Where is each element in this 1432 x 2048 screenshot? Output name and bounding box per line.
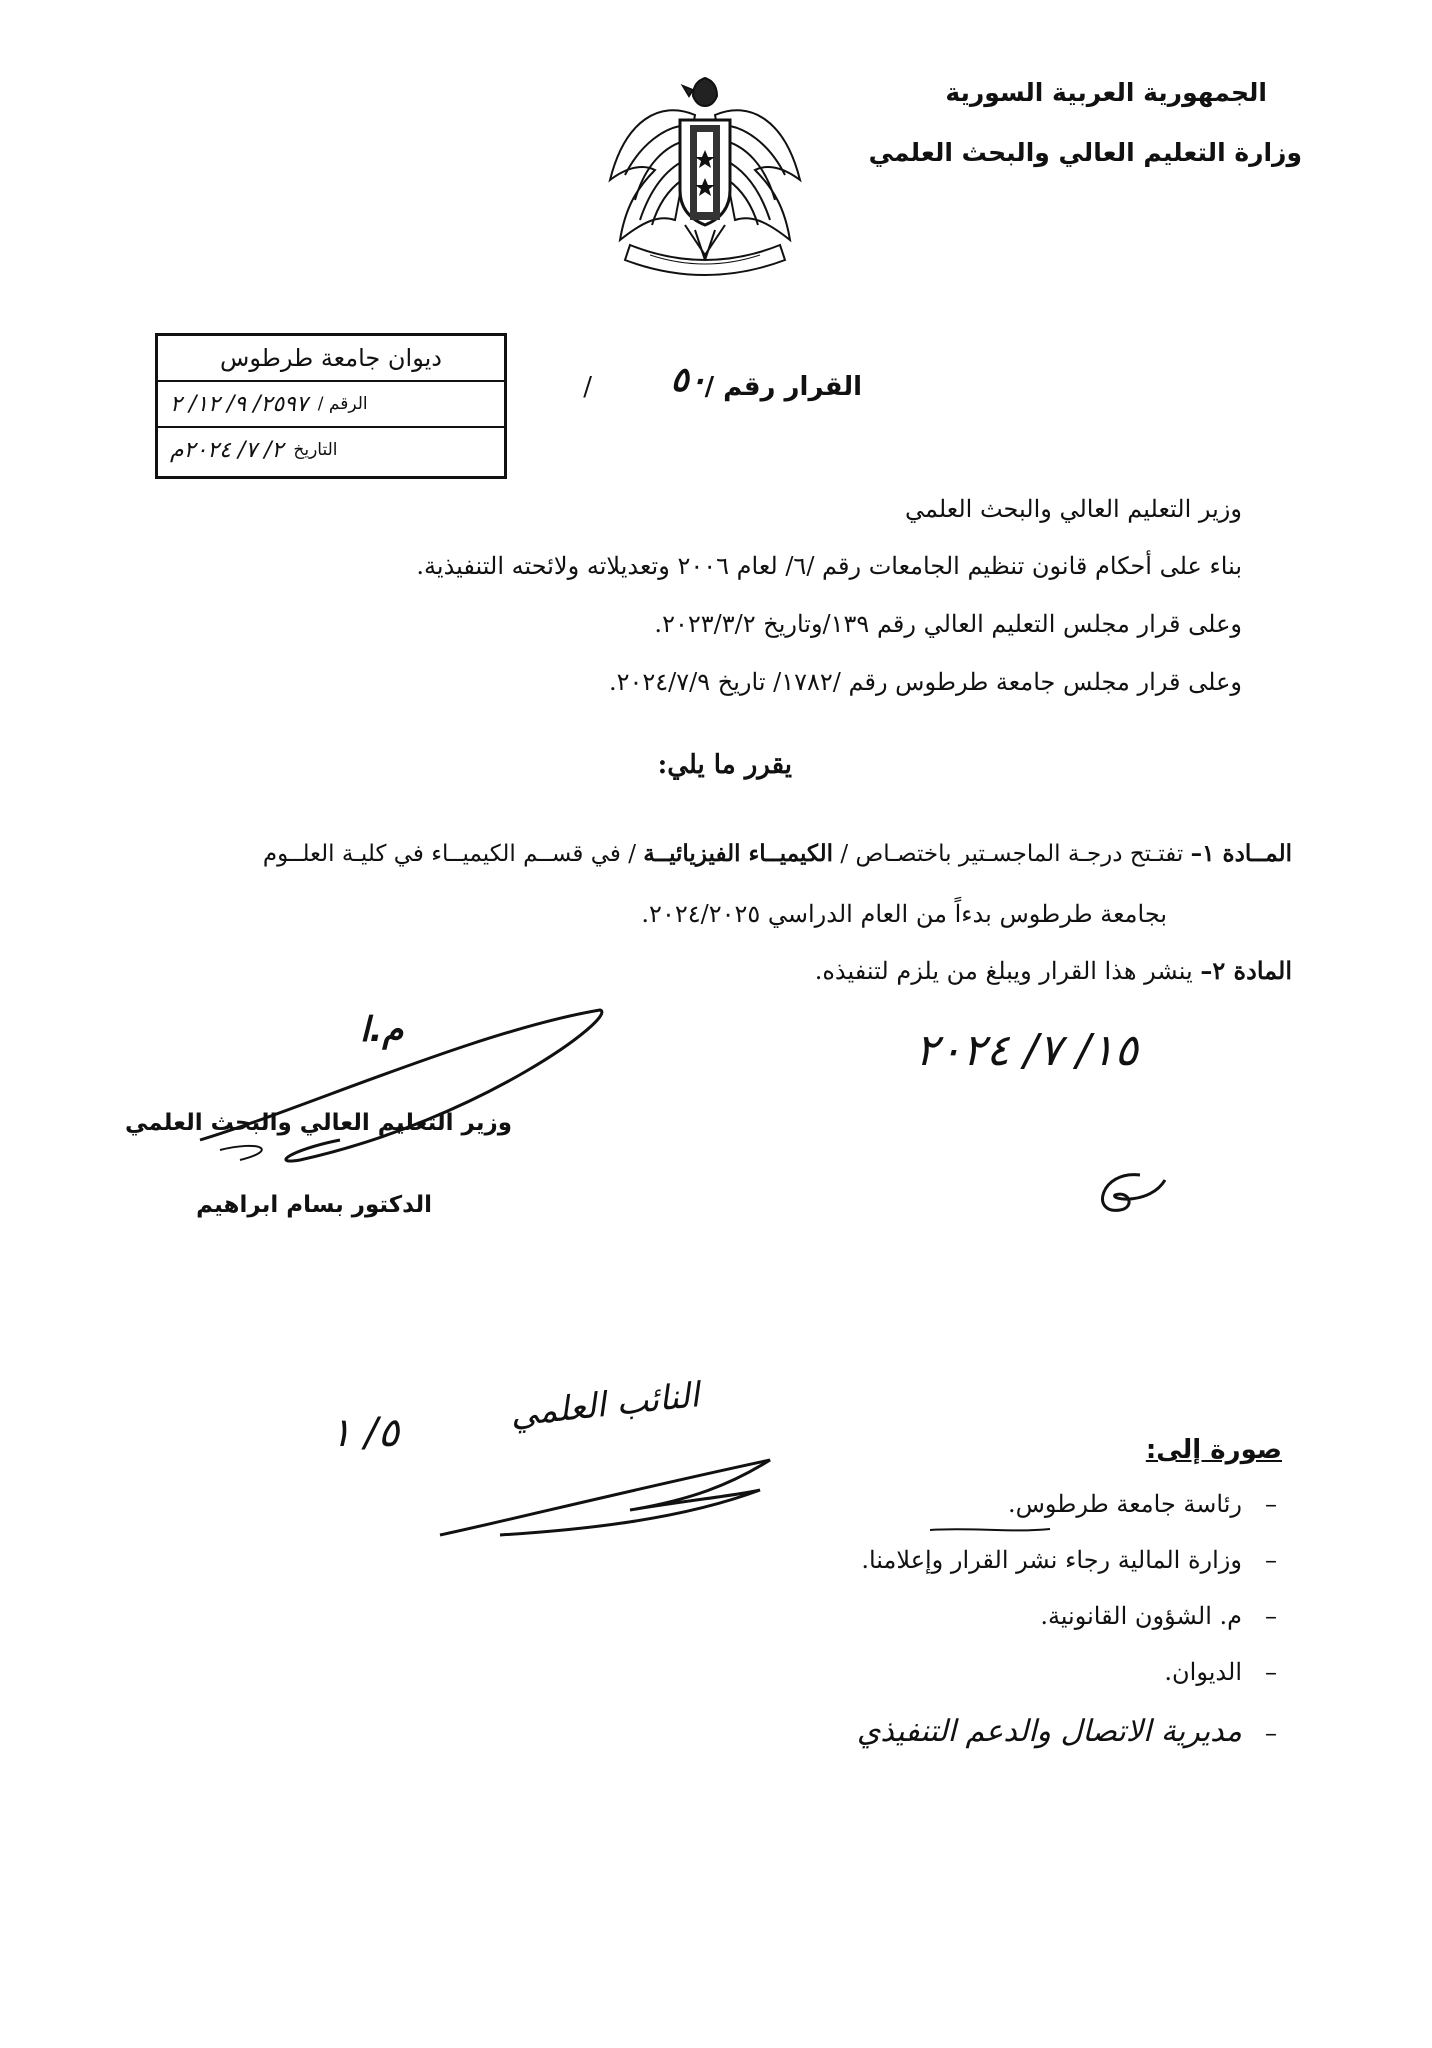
article-1-specialty: الكيميــاء الفيزيائيــة [643, 840, 834, 867]
annotation-deputy: النائب العلمي [508, 1375, 702, 1435]
preamble-line-1: بناء على أحكام قانون تنظيم الجامعات رقم /٦/ لعام ٢٠٠٦ وتعديلاته ولائحته التنفيذية. [416, 552, 1242, 580]
stamp-date-value: ٢/ ٧/ ٢٠٢٤م [170, 437, 284, 463]
cc-item: – الديوان. [1164, 1658, 1277, 1686]
cc-item-text: مديرية الاتصال والدعم التنفيذي [856, 1714, 1242, 1749]
stamp-date-label: التاريخ [293, 440, 338, 460]
stamp-date-row [158, 428, 504, 472]
stamp-number-label: الرقم / [317, 394, 368, 414]
cc-heading: صورة إلى: [1145, 1435, 1282, 1465]
cc-item: – رئاسة جامعة طرطوس. [1007, 1490, 1277, 1518]
cc-item: – م. الشؤون القانونية. [1040, 1602, 1277, 1630]
syrian-eagle-emblem [600, 70, 810, 280]
cc-item: – مديرية الاتصال والدعم التنفيذي [856, 1714, 1277, 1749]
article-1-line-1 [263, 840, 1292, 867]
preamble-line-3: وعلى قرار مجلس جامعة طرطوس رقم /١٧٨٢/ تاريخ ٢٠٢٤/٧/٩. [608, 668, 1242, 696]
article-2-line [815, 956, 1292, 985]
stamp-number-row [158, 382, 504, 428]
article-2-text: ينشر هذا القرار ويبلغ من يلزم لتنفيذه. [814, 957, 1193, 985]
decision-number: ٥٠ [670, 360, 707, 400]
stamp-title: ديوان جامعة طرطوس [158, 336, 504, 382]
cc-item: – وزارة المالية رجاء نشر القرار وإعلامنا. [861, 1546, 1277, 1574]
cc-item-text: رئاسة جامعة طرطوس. [1007, 1490, 1242, 1518]
handwritten-date: ١٥/ ٧/ ٢٠٢٤ [915, 1025, 1139, 1076]
annotation-corner-note: ٥/ ١ [330, 1410, 400, 1456]
cc-item-text: الديوان. [1164, 1658, 1242, 1686]
article-1-text-b: / في قســم الكيميــاء في كليـة العلــوم [262, 841, 636, 867]
cc-underline-mark [930, 1520, 1050, 1530]
article-1-line-2: بجامعة طرطوس بدءاً من العام الدراسي ٢٠٢٤/٢٠٢٥. [641, 900, 1167, 928]
cc-item-text: م. الشؤون القانونية. [1040, 1602, 1242, 1630]
article-1-label: المــادة ١– [1190, 840, 1292, 867]
stamp-number-value: ٢٥٩٧/ ٩/ ١٢/ ٢ [170, 391, 308, 417]
signatory-title: وزير التعليم العالي والبحث العلمي [125, 1110, 512, 1136]
signature-initials: م.ا [360, 1010, 404, 1050]
decision-trailing-slash: / [583, 372, 592, 402]
decides-heading: يقرر ما يلي: [657, 750, 792, 780]
cc-item-text: وزارة المالية رجاء نشر القرار وإعلامنا. [861, 1546, 1242, 1574]
republic-title: الجمهورية العربية السورية [945, 78, 1267, 107]
signatory-name: الدكتور بسام ابراهيم [196, 1192, 432, 1218]
initial-mark [1080, 1160, 1170, 1230]
decision-title: القرار رقم / [704, 372, 862, 402]
issuer-line: وزير التعليم العالي والبحث العلمي [904, 495, 1242, 523]
ministry-title: وزارة التعليم العالي والبحث العلمي [868, 138, 1302, 167]
article-1-text-a: تفتـتح درجـة الماجسـتير باختصـاص / [840, 841, 1184, 867]
article-2-label: المادة ٢– [1200, 956, 1292, 985]
registry-stamp [155, 333, 507, 479]
preamble-line-2: وعلى قرار مجلس التعليم العالي رقم ١٣٩/وتاريخ ٢٠٢٣/٣/٢. [654, 610, 1242, 638]
